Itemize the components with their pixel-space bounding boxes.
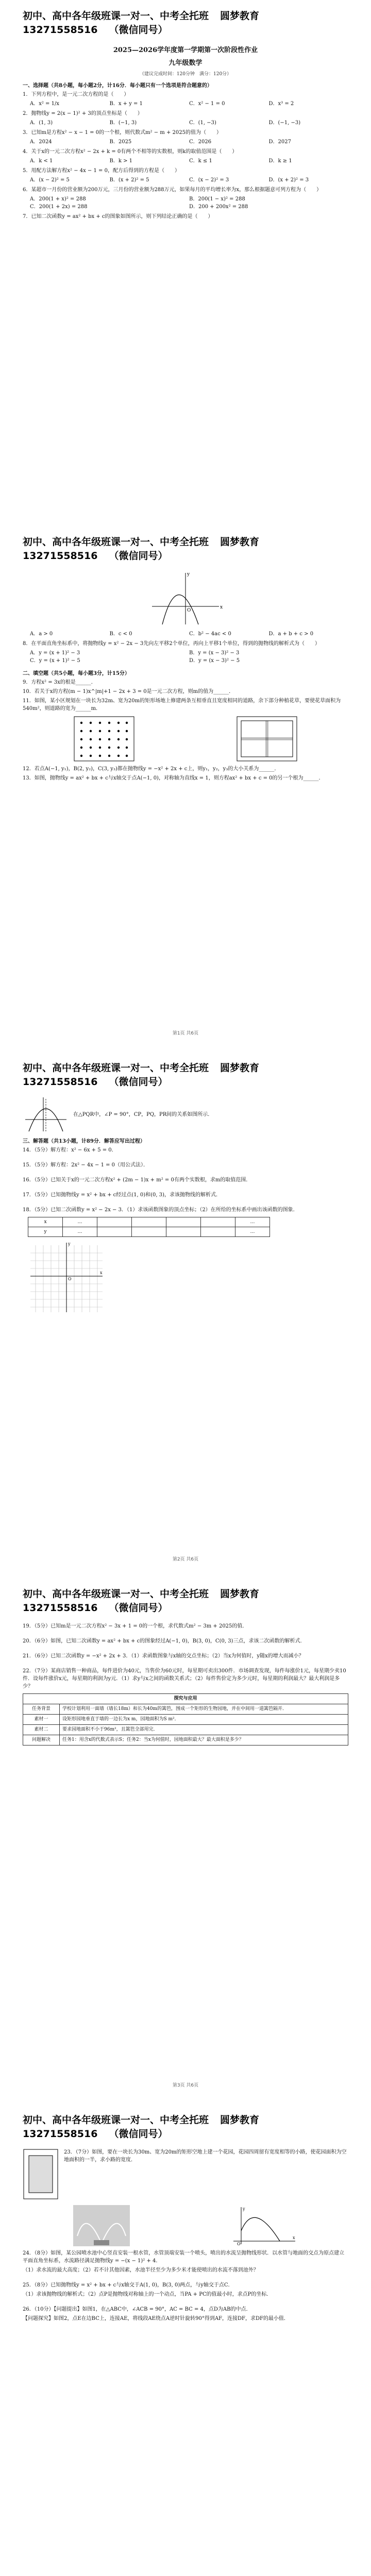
header-slogan: 初中、高中各年级班课一对一、中考全托班 <box>23 1588 209 1600</box>
header-brand: 圆梦教育 <box>220 536 260 548</box>
header-phone: 13271558516 <box>23 1602 98 1614</box>
table-cell: … <box>63 1217 97 1227</box>
table-cell: 设矩形园地垂直于墙的一边长为x m，园地面积为S m²． <box>60 1715 348 1725</box>
option: D．(x + 2)² = 3 <box>268 177 309 183</box>
task-table <box>23 1693 348 1745</box>
coordinate-grid <box>28 1240 105 1317</box>
question-2: 2．抛物线y = 2(x − 1)² + 3的顶点坐标是（ ） <box>23 111 143 116</box>
option: D．2027 <box>268 139 291 145</box>
dot-grid-figure <box>73 716 135 762</box>
question-26: 26．（10分）【问题提出】如图1，在△ABC中，∠ACB = 90°，AC = BC = 4，点D为AB的中点． <box>23 2307 251 2312</box>
table-cell: 学校计划利用一面墙（墙长18m）和长为40m的篱笆，围成一个矩形的生物园地，并在中间用一道篱笆隔开． <box>60 1704 348 1715</box>
header-phone: 13271558516 <box>23 550 98 562</box>
question-5-options <box>30 176 348 184</box>
option: D．200 + 200x² = 288 <box>189 204 248 210</box>
question-13-figure <box>23 1096 69 1132</box>
option: A．a > 0 <box>30 631 53 637</box>
y-label: y <box>68 1242 71 1246</box>
page-header <box>23 535 348 563</box>
page-2 <box>0 526 371 1043</box>
table-cell <box>132 1217 166 1227</box>
question-12: 12．若点A(−1, y₁)，B(2, y₂)，C(3, y₃)都在抛物线y = −x² + 2x + c上，则y₁，y₂，y₃的大小关系为______． <box>23 766 280 772</box>
header-wechat: （微信同号） <box>109 1076 168 1088</box>
table-cell <box>201 1217 235 1227</box>
page-number: 第2页 共6页 <box>172 1557 199 1562</box>
table-row <box>23 1715 348 1725</box>
option: B．x + y = 1 <box>109 101 143 107</box>
question-7-options <box>30 630 348 638</box>
question-23: 23．（7分）如图，要在一块长为30m、宽为20m的矩形空地上建一个花园，花园四周留有宽度相等的小路，使花园面积为空地面积的一半，求小路的宽度． <box>64 2149 347 2163</box>
page-4 <box>0 1578 371 2095</box>
option: D．k ≥ 1 <box>268 158 292 164</box>
question-15: 15．（5分）解方程：2x² − 4x − 1 = 0（用公式法）． <box>23 1162 149 1168</box>
garden-area <box>29 2156 53 2193</box>
option: C．(x − 2)² = 3 <box>189 177 229 183</box>
option: C．200(1 + 2x) = 288 <box>30 204 88 210</box>
section-1-heading: 一、选择题（共8小题，每小题2分，计16分．每小题只有一个选项是符合题意的） <box>23 83 212 89</box>
question-26-sub: 【问题探究】如图2，点E在边BC上，连接AE，将线段AE绕点A逆时针旋转90°得到AF，连接DF，求DF的最小值． <box>23 2316 289 2321</box>
table-row <box>23 1735 348 1745</box>
option: C．y = (x + 1)² − 5 <box>30 658 80 664</box>
exam-title: 2025—2026学年度第一学期第一次阶段性作业 <box>113 46 258 54</box>
table-row <box>23 1725 348 1735</box>
header-slogan: 初中、高中各年级班课一对一、中考全托班 <box>23 536 209 548</box>
grid-border <box>74 717 134 761</box>
y-label: y <box>243 2207 245 2211</box>
option: A．200(1 + x)² = 288 <box>30 196 86 202</box>
header-phone: 13271558516 <box>23 24 98 36</box>
question-24-figures <box>23 2205 348 2246</box>
section-3-heading: 三、解答题（共13小题，计89分．解答应写出过程） <box>23 1139 145 1144</box>
question-13-hint: 在△PQR中，∠P = 90°，CP，PQ，PR间的关系如图所示． <box>73 1111 213 1117</box>
header-wechat: （微信同号） <box>109 24 168 36</box>
table-cell <box>201 1227 235 1237</box>
question-10: 10．若关于x的方程(m − 1)x^|m|+1 − 2x + 3 = 0是一元二次方程，则m的值为______． <box>23 689 234 694</box>
table-cell: … <box>235 1227 270 1237</box>
question-13-figure-row <box>23 1096 348 1132</box>
header-wechat: （微信同号） <box>109 550 168 562</box>
option: D．(−1, −3) <box>268 120 301 126</box>
question-2-options <box>30 119 348 127</box>
header-wechat: （微信同号） <box>109 1602 168 1614</box>
fountain-graph <box>231 2205 298 2246</box>
table-cell: 素材二 <box>23 1725 60 1735</box>
option: B．k > 1 <box>109 158 133 164</box>
question-8-options <box>30 649 348 665</box>
question-24: 24．（8分）如图，某公园喷水池中心竖直安装一根水管，水管顶端安装一个喷头，喷出的水流呈抛物线形状．以水管与地面的交点为原点建立平面直角坐标系，水流路径满足抛物线y = −(x − 1)² + 4． <box>23 2250 345 2264</box>
table-cell: … <box>235 1217 270 1227</box>
question-7: 7．已知二次函数y = ax² + bx + c的图象如图所示，则下列结论正确的是（ ） <box>23 214 213 219</box>
header-brand: 圆梦教育 <box>220 1588 260 1600</box>
page-header <box>23 9 348 37</box>
table-cell: y <box>28 1227 63 1237</box>
header-brand: 圆梦教育 <box>220 1062 260 1074</box>
option: C．(1, −3) <box>189 120 216 126</box>
table-cell: … <box>63 1227 97 1237</box>
task-title: 探究与应用 <box>23 1694 348 1704</box>
page-header <box>23 1587 348 1615</box>
question-22: 22．（7分）某商店销售一种商品，每件进价为40元，当售价为60元时，每星期可卖出300件．市场调查发现，每件每涨价1元，每星期少卖10件．设每件涨价x元，每星期的利润为y元．（1）求y与x之间的函数关系式；（2）每件售价定为多少元时，每星期的利润最大？最大利润是多少？ <box>23 1668 346 1689</box>
table-row <box>23 1704 348 1715</box>
option: B．c < 0 <box>109 631 132 637</box>
question-20: 20．（6分）如图，已知二次函数y = ax² + bx + c的图象经过A(−1, 0)，B(3, 0)，C(0, 3)三点，求该二次函数的解析式． <box>23 1638 306 1644</box>
question-25-sub: （1）求该抛物线的解析式；（2）点P是抛物线对称轴上的一个动点，当PA + PC的值最小时，求点P的坐标． <box>23 2292 272 2297</box>
table-row <box>28 1227 270 1237</box>
table-cell <box>97 1217 132 1227</box>
header-phone: 13271558516 <box>23 2128 98 2140</box>
table-cell: 要求园地面积不小于96m²，且篱笆全部用完． <box>60 1725 348 1735</box>
option: A．k < 1 <box>30 158 53 164</box>
page-number: 第3页 共6页 <box>172 2083 199 2088</box>
exam-subtitle: 九年级数学 <box>168 59 203 67</box>
option: C．b² − 4ac < 0 <box>189 631 231 637</box>
page-3 <box>0 1052 371 1569</box>
road-plan-figure <box>236 716 298 762</box>
question-4: 4．关于x的一元二次方程x² − 2x + k = 0有两个不相等的实数根，则k的取值范围是（ ） <box>23 149 238 155</box>
question-16: 16．（5分）已知关于x的一元二次方程x² + (2m − 1)x + m² = 0有两个实数根，求m的取值范围． <box>23 1177 251 1183</box>
y-label: y <box>187 572 190 577</box>
table-cell <box>97 1227 132 1237</box>
page-number: 第1页 共6页 <box>172 1031 199 1036</box>
grid-dots <box>80 722 128 757</box>
question-21: 21．（6分）已知二次函数y = −x² + 2x + 3．（1）求函数图象与x轴的交点坐标；（2）当x为何值时，y随x的增大而减小？ <box>23 1653 304 1659</box>
exam-note: （建议完成时间：120分钟 满分：120分） <box>139 72 232 77</box>
x-label: x <box>293 2235 295 2240</box>
question-3: 3．已知m是方程x² − x − 1 = 0的一个根，则代数式m² − m + 2025的值为（ ） <box>23 130 222 135</box>
table-cell: 任务背景 <box>23 1704 60 1715</box>
question-14: 14．（5分）解方程：x² − 6x + 5 = 0． <box>23 1147 117 1153</box>
option: B．200(1 − x)² = 288 <box>189 196 245 202</box>
option: A．(1, 3) <box>30 120 53 126</box>
table-cell <box>166 1217 201 1227</box>
option: B．(−1, 3) <box>109 120 137 126</box>
question-25: 25．（8分）已知抛物线y = x² + bx + c与x轴交于A(1, 0)，B(3, 0)两点，与y轴交于点C． <box>23 2282 233 2288</box>
option: B．(x + 2)² = 5 <box>109 177 149 183</box>
question-4-options <box>30 157 348 165</box>
page-header <box>23 1061 348 1089</box>
question-6-options <box>30 195 348 211</box>
fountain-base <box>94 2240 109 2245</box>
question-18: 18．（5分）已知二次函数y = x² − 2x − 3．（1）求该函数图象的顶点坐标；（2）在所给的坐标系中画出该函数的图象． <box>23 1207 298 1213</box>
header-slogan: 初中、高中各年级班课一对一、中考全托班 <box>23 1062 209 1074</box>
parabola-curve <box>162 595 198 625</box>
question-1: 1．下列方程中，是一元二次方程的是（ ） <box>23 92 129 97</box>
origin-label: O <box>187 608 191 613</box>
question-9: 9．方程x² = 3x的根是______． <box>23 680 96 685</box>
header-slogan: 初中、高中各年级班课一对一、中考全托班 <box>23 2114 209 2126</box>
origin-label: O <box>237 2242 241 2246</box>
option: D．y = (x − 3)² − 5 <box>189 658 240 664</box>
table-cell <box>166 1227 201 1237</box>
section-2-heading: 二、填空题（共5小题，每小题3分，计15分） <box>23 671 130 676</box>
question-13: 13．如图，抛物线y = ax² + bx + c与x轴交于点A(−1, 0)，对称轴为直线x = 1，则方程ax² + bx + c = 0的另一个根为______． <box>23 775 324 781</box>
option: B．y = (x − 3)² − 3 <box>189 650 240 656</box>
question-24-sub: （1）求水流的最大高度；（2）若不计其他因素，水池半径至少为多少米才能使喷出的水流不落到池外？ <box>23 2267 259 2273</box>
header-brand: 圆梦教育 <box>220 2114 260 2126</box>
page-1 <box>0 0 371 517</box>
option: A．(x − 2)² = 5 <box>30 177 70 183</box>
page-5 <box>0 2104 371 2576</box>
option: C．k ≤ 1 <box>189 158 212 164</box>
table-row <box>23 1694 348 1704</box>
question-8: 8．在平面直角坐标系中，将抛物线y = x² − 2x − 3先向左平移2个单位，再向上平移1个单位，得到的抛物线的解析式为（ ） <box>23 641 320 647</box>
question-11-figures <box>23 716 348 762</box>
header-brand: 圆梦教育 <box>220 10 260 22</box>
table-cell: 问题解决 <box>23 1735 60 1745</box>
option: C．x² − 1 = 0 <box>189 101 225 107</box>
option: C．2026 <box>189 139 212 145</box>
option: A．x² = 1/x <box>30 101 59 107</box>
header-slogan: 初中、高中各年级班课一对一、中考全托班 <box>23 10 209 22</box>
garden-figure <box>23 2148 59 2200</box>
option: A．2024 <box>30 139 52 145</box>
table-row <box>28 1217 270 1227</box>
x-label: x <box>220 605 223 610</box>
page-header <box>23 2113 348 2141</box>
option: D．x³ = 2 <box>268 101 294 107</box>
option: A．y = (x + 1)² − 3 <box>30 650 80 656</box>
question-11: 11．如图，某小区规划在一块长为32m、宽为20m的矩形场地上修建两条互相垂直且宽度相同的道路，余下部分种植花草，要使花草面积为540m²，则道路的宽为______m． <box>23 698 341 711</box>
water-path <box>241 2217 280 2241</box>
table-cell: x <box>28 1217 63 1227</box>
header-phone: 13271558516 <box>23 1076 98 1088</box>
parabola-figure <box>147 570 224 627</box>
table-cell <box>132 1227 166 1237</box>
option: D．a + b + c > 0 <box>268 631 314 637</box>
table-cell: 素材一 <box>23 1715 60 1725</box>
option: B．2025 <box>109 139 132 145</box>
table-cell: 任务1：用含x的代数式表示S；任务2：当x为何值时，园地面积最大？最大面积是多少？ <box>60 1735 348 1745</box>
question-1-options <box>30 100 348 108</box>
question-17: 17．（5分）已知抛物线y = x² + bx + c经过点(1, 0)和(0, 3)，求该抛物线的解析式． <box>23 1192 222 1198</box>
header-wechat: （微信同号） <box>109 2128 168 2140</box>
question-5: 5．用配方法解方程x² − 4x − 1 = 0，配方后得到的方程是（ ） <box>23 168 180 174</box>
x-label: x <box>100 1270 103 1275</box>
origin-label: O <box>68 1277 72 1281</box>
value-table <box>28 1217 270 1237</box>
fountain-photo <box>73 2205 130 2246</box>
question-19: 19．（5分）已知m是一元二次方程x² − 3x + 1 = 0的一个根，求代数式m² − 3m + 2025的值． <box>23 1623 248 1629</box>
question-3-options <box>30 138 348 146</box>
question-6: 6．某超市一月份的营业额为200万元，三月份的营业额为288万元，如果每月的平均增长率为x，那么根据题意可列方程为（ ） <box>23 187 322 193</box>
